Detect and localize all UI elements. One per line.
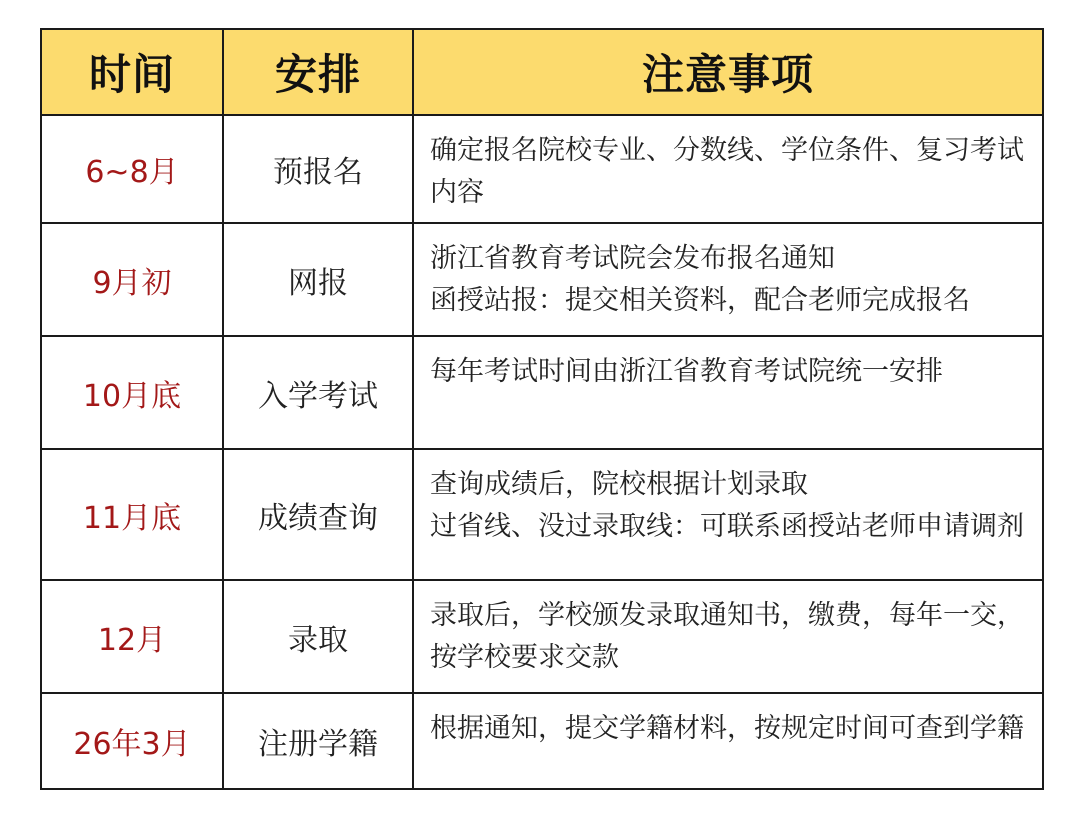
table-row: [41, 580, 1043, 693]
time-cell: 11月底: [41, 449, 223, 580]
plan-cell: 成绩查询: [223, 449, 413, 580]
note-line: 每年考试时间由浙江省教育考试院统一安排: [430, 356, 943, 387]
notes-cell: [413, 115, 1043, 223]
table-row: [41, 223, 1043, 336]
time-cell: 9月初: [41, 223, 223, 336]
notes-cell: [413, 693, 1043, 789]
time-cell: 26年3月: [41, 693, 223, 789]
plan-cell: 网报: [223, 223, 413, 336]
enrollment-schedule-table: [40, 28, 1044, 790]
note-line: 过省线、没过录取线：可联系函授站老师申请调剂: [430, 511, 1024, 542]
table-row: [41, 449, 1043, 580]
notes-cell: [413, 580, 1043, 693]
note-line: 查询成绩后，院校根据计划录取: [430, 469, 808, 500]
header-notes: 注意事项: [413, 29, 1043, 115]
note-line: 确定报名院校专业、分数线、学位条件、复习考试内容: [430, 135, 1024, 208]
plan-cell: 注册学籍: [223, 693, 413, 789]
time-cell: 6~8月: [41, 115, 223, 223]
notes-cell: [413, 449, 1043, 580]
note-line: 浙江省教育考试院会发布报名通知: [430, 243, 835, 274]
time-cell: 12月: [41, 580, 223, 693]
plan-cell: 预报名: [223, 115, 413, 223]
note-line: 函授站报：提交相关资料，配合老师完成报名: [430, 285, 970, 316]
table-header-row: [41, 29, 1043, 115]
table-row: [41, 693, 1043, 789]
header-time: 时间: [41, 29, 223, 115]
note-line: 录取后，学校颁发录取通知书，缴费，每年一交，按学校要求交款: [430, 600, 1024, 673]
notes-cell: [413, 223, 1043, 336]
plan-cell: 入学考试: [223, 336, 413, 449]
note-line: 根据通知，提交学籍材料，按规定时间可查到学籍: [430, 713, 1024, 744]
plan-cell: 录取: [223, 580, 413, 693]
header-plan: 安排: [223, 29, 413, 115]
time-cell: 10月底: [41, 336, 223, 449]
table-row: [41, 115, 1043, 223]
notes-cell: [413, 336, 1043, 449]
table-row: [41, 336, 1043, 449]
